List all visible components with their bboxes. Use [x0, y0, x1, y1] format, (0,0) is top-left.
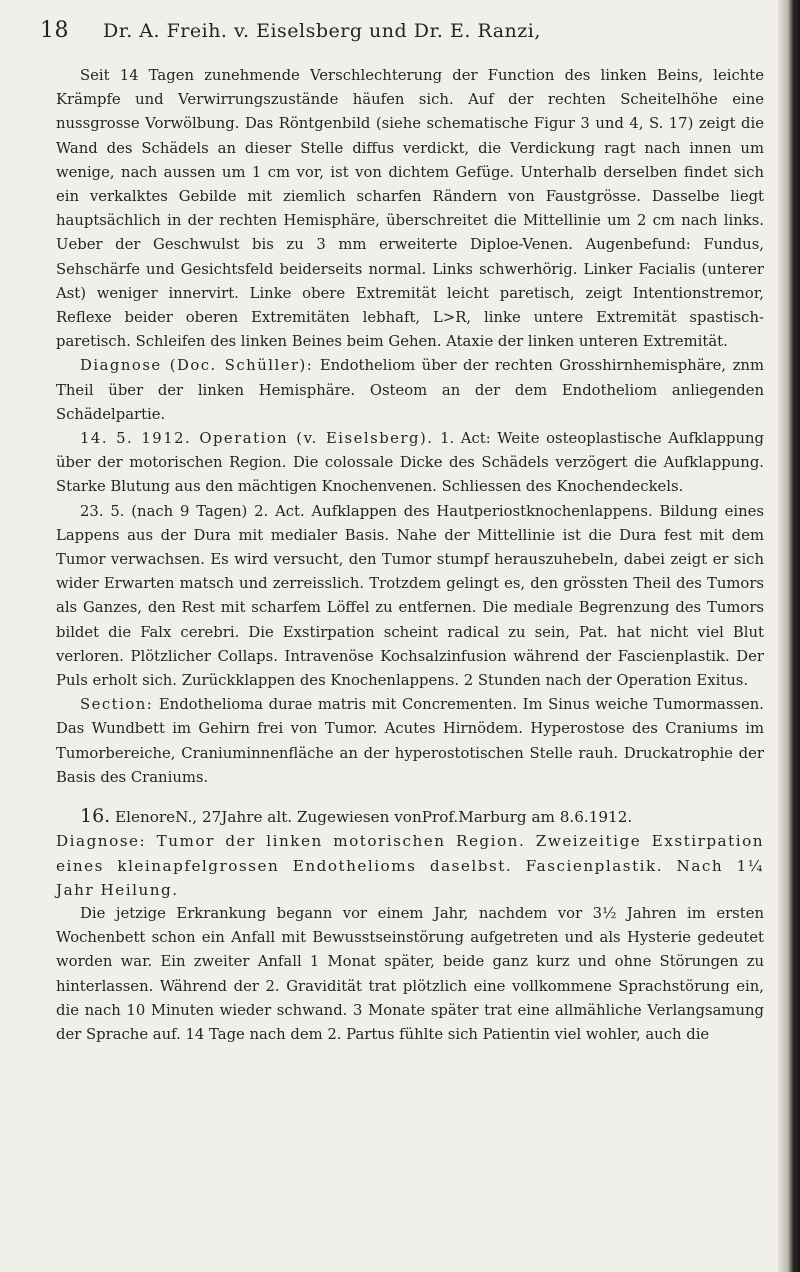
paragraph-diagnosis [56, 354, 764, 427]
case-16-header [56, 804, 764, 902]
case-16-diagnosis: Diagnose: Tumor der linken motorischen Region. Zweizeitige Exstirpation eines kleinapfelgrossen Endothelioms daselbst. Fascienplastik. Nach 1¼ Jahr Heilung. [56, 832, 764, 899]
running-title: Dr. A. Freih. v. Eiselsberg und Dr. E. Ranzi, [103, 20, 541, 42]
case-16-number: 16. [80, 805, 111, 828]
paragraph-case-16-history: Die jetzige Erkrankung begann vor einem Jahr, nachdem vor 3½ Jahren im ersten Wochenbett schon ein Anfall mit Bewusstseinstörung aufgetreten und als Hysterie gedeutet worden war. Ein zweiter Anfall 1 Monat später, beide ganz kurz und ohne Störungen zu hinterlassen. Während der 2. Gravidität trat plötzlich eine vollkommene Sprachstörung ein, die nach 10 Minuten wieder schwand. 3 Monate später trat eine allmähliche Verlangsamung der Sprache auf. 14 Tage nach dem 2. Partus fühlte sich Patientin viel wohler, auch die [56, 904, 764, 1043]
running-header [40, 18, 740, 43]
diagnosis-text: Endotheliom über der rechten Grosshirnhemisphäre, znm Theil über der linken Hemisphäre. Osteom an der dem Endotheliom anliegenden Schädelpartie. [56, 357, 764, 423]
section-label: Section: [80, 696, 154, 714]
page-edge-shadow [778, 0, 800, 1272]
paragraph-history: Seit 14 Tagen zunehmende Verschlechterung der Function des linken Beins, leichte Krämpfe und Verwirrungszustände häufen sich. Auf der rechten Scheitelhöhe eine nussgrosse Vorwölbung. Das Röntgenbild (siehe schematische Figur 3 und 4, S. 17) zeigt die Wand des Schädels an dieser Stelle diffus verdickt, die Verdickung ragt nach innen um wenige, nach aussen um 1 cm vor, ist von dichtem Gefüge. Unterhalb derselben findet sich ein verkalktes Gebilde mit ziemlich scharfen Rändern von Faustgrösse. Dasselbe liegt hauptsächlich in der rechten Hemisphäre, überschreitet die Mittellinie um 2 cm nach links. Ueber der Geschwulst bis zu 3 mm erweiterte Diploe-Venen. Augenbefund: Fundus, Sehschärfe und Gesichtsfeld beiderseits normal. Links schwerhörig. Linker Facialis (unterer Ast) weniger innervirt. Linke obere Extremität leicht paretisch, zeigt Intentionstremor, Reflexe beider oberen Extremitäten lebhaft, L>R, linke untere Extremität spastisch-paretisch. Schleifen des linken Beines beim Gehen. Ataxie der linken unteren Extremität. [56, 67, 764, 351]
operation-label: 14. 5. 1912. Operation (v. Eiselsberg). [80, 430, 434, 448]
case-16-intro: ElenoreN., 27Jahre alt. Zugewiesen vonProf.Marburg am 8.6.1912. [110, 808, 633, 827]
diagnosis-label: Diagnose (Doc. Schüller): [80, 357, 314, 375]
body-text [56, 64, 764, 1047]
paragraph-section [56, 693, 764, 790]
section-text: Endothelioma durae matris mit Concrementen. Im Sinus weiche Tumormassen. Das Wundbett im Gehirn frei von Tumor. Acutes Hirnödem. Hyperostose des Craniums im Tumorbereiche, Craniuminnenfläche an der hyperostotischen Stelle rauh. Druckatrophie der Basis des Craniums. [56, 696, 764, 786]
page-number: 18 [40, 18, 69, 43]
operation-text: 1. Act: Weite osteoplastische Aufklappung über der motorischen Region. Die colossale Dicke des Schädels verzögert die Aufklappung. Starke Blutung aus den mächtigen Knochenvenen. Schliessen des Knochendeckels. [56, 430, 764, 496]
paragraph-second-act: 23. 5. (nach 9 Tagen) 2. Act. Aufklappen des Hautperiostknochenlappens. Bildung eines Lappens aus der Dura mit medialer Basis. Nahe der Mittellinie ist die Dura fest mit dem Tumor verwachsen. Es wird versucht, den Tumor stumpf herauszuhebeln, dabei zeigt er sich wider Erwarten matsch und zerreisslich. Trotzdem gelingt es, den grössten Theil des Tumors als Ganzes, den Rest mit scharfem Löffel zu entfernen. Die mediale Begrenzung des Tumors bildet die Falx cerebri. Die Exstirpation scheint radical zu sein, Pat. hat nicht viel Blut verloren. Plötzlicher Collaps. Intravenöse Kochsalzinfusion während der Fascienplastik. Der Puls erholt sich. Zurückklappen des Knochenlappens. 2 Stunden nach der Operation Exitus. [56, 502, 764, 690]
paragraph-operation [56, 427, 764, 500]
